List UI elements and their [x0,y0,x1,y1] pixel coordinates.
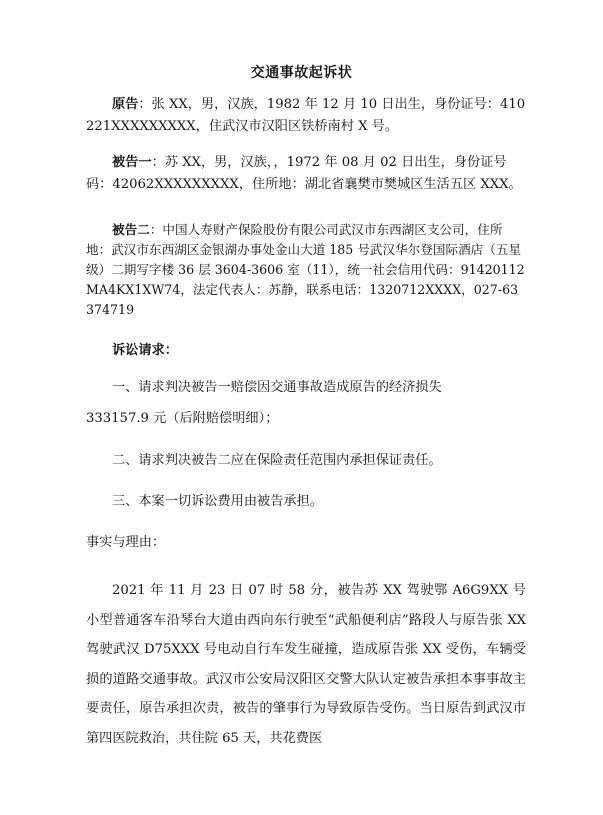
facts-paragraph: 2021 年 11 月 23 日 07 时 58 分，被告苏 XX 驾驶鄂 A6G9XX 号小型普通客车沿琴台大道由西向东行驶至“武船便利店”路段人与原告张 XX 驾驶武汉 D75XXX 号电动自行车发生碰撞，造成原告张 XX 受伤，车辆受损的道路交通事故。武汉市公安局汉阳区交警大队认定被告承担本事事故主要责任，原告承担次责，被告的肇事行为导致原告受伤。当日原告到武汉市第四医院救治，共住院 65 天，共花费医 [86,583,526,746]
defendant2-label: 被告二 [112,222,150,237]
claim1-line2: 333157.9 元（后附赔偿明细）； [86,411,279,426]
claim3: 三、本案一切诉讼费用由被告承担。 [112,494,323,509]
claims-heading: 诉讼请求： [112,343,178,358]
plaintiff-label: 原告 [112,97,139,112]
claim2: 二、请求判决被告二应在保险责任范围内承担保证责任。 [112,453,442,468]
plaintiff-paragraph [86,94,526,138]
plaintiff-text: ：张 XX，男，汉族，1982 年 12 月 10 日出生，身份证号：410221XXXXXXXXX，住武汉市汉阳区铁桥南村 X 号。 [86,97,526,134]
defendant2-paragraph [86,220,526,320]
defendant1-paragraph [86,152,526,196]
defendant1-text: ：苏 XX，男，汉族，，1972 年 08 月 02 日出生，身份证号码：42062XXXXXXXXX，住所地：湖北省襄樊市樊城区生活五区 XXX。 [86,155,522,192]
defendant2-text: ：中国人寿财产保险股份有限公司武汉市东西湖区支公司，住所地：武汉市东西湖区金银湖办事处金山大道 185 号武汉华尔登国际酒店（五星级）二期写字楼 36 层 3604-3606 室（11），统一社会信用代码：91420112MA4KX1XW74，法定代表人：苏静，联系电话：1320712XXXX，027-63374719 [86,222,525,317]
facts-heading: 事实与理由： [86,535,166,550]
defendant1-label: 被告一 [112,155,152,170]
document-title: 交通事故起诉状 [250,65,353,81]
claim1-line1: 一、请求判决被告一赔偿因交通事故造成原告的经济损失 [112,380,442,395]
